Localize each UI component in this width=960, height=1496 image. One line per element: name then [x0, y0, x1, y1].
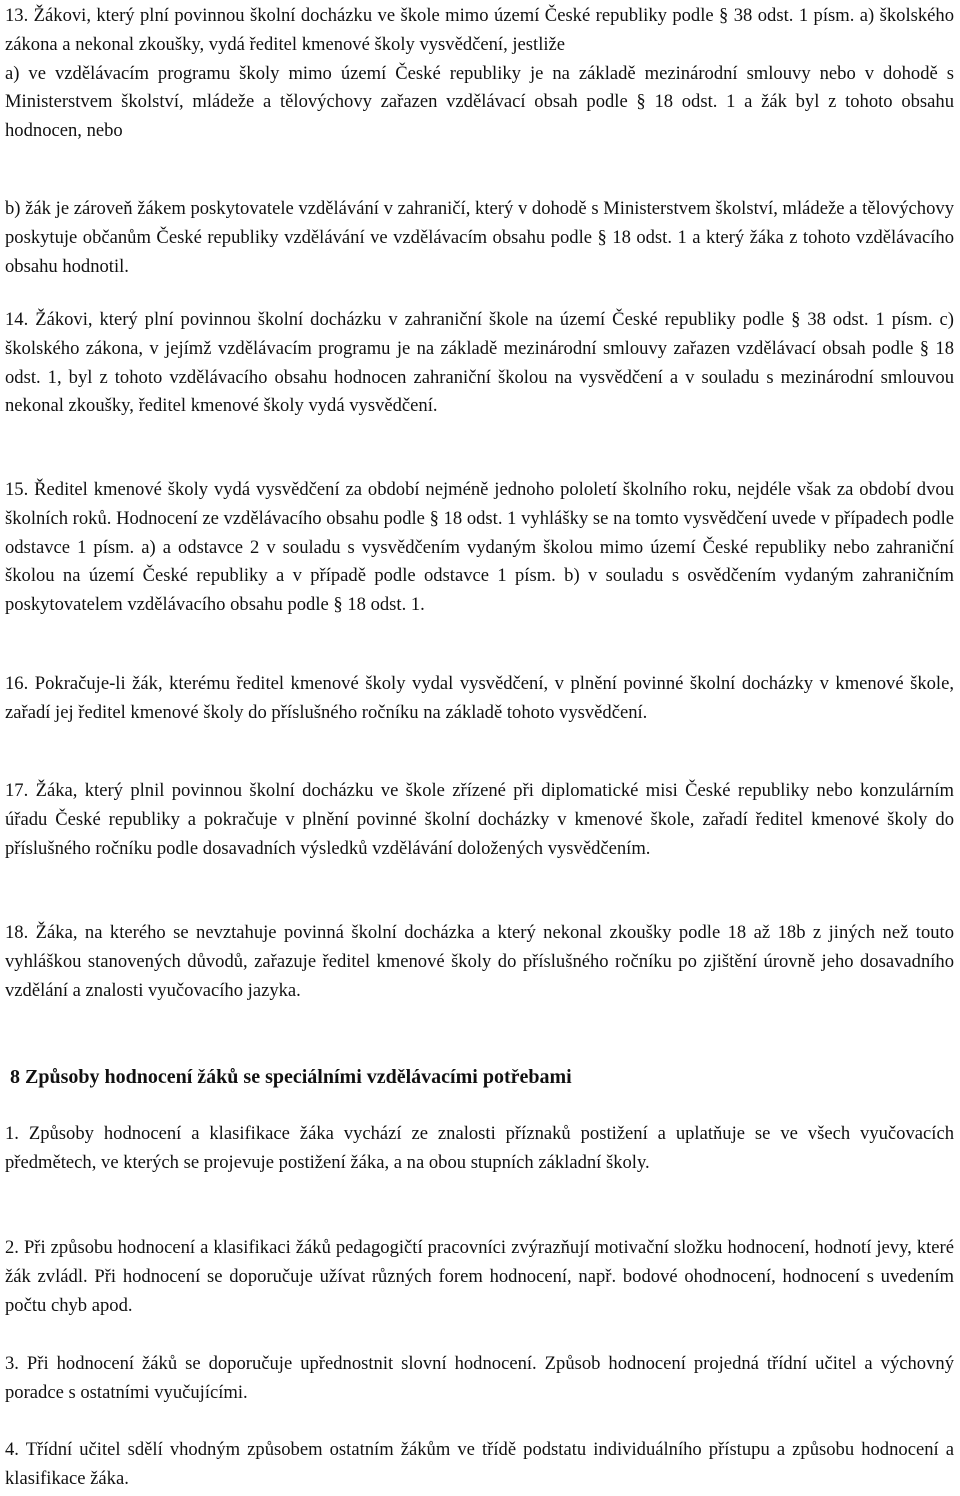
section-heading: 8 Způsoby hodnocení žáků se speciálními vzdělávacími potřebami [10, 1066, 572, 1088]
paragraph-14 [5, 306, 954, 421]
section-paragraph-4-text: 4. Třídní učitel sdělí vhodným způsobem ostatním žákům ve třídě podstatu individuálního přístupu a způsobu hodnocení a klasifikace žáka. [5, 1439, 954, 1489]
paragraph-16 [5, 670, 954, 728]
paragraph-15-text: 15. Ředitel kmenové školy vydá vysvědčení za období nejméně jednoho pololetí školního roku, nejdéle však za období dvou školních roků. Hodnocení ze vzdělávacího obsahu podle § 18 odst. 1 vyhlášky se na tomto vysvědčení uvede v případech podle odstavce 1 písm. a) a odstavce 2 v souladu s vysvědčením vydaným školou mimo území České republiky nebo zahraniční školou na území České republiky a v případě podle odstavce 1 písm. b) v souladu s osvědčením vydaným zahraničním poskytovatelem vzdělávacího obsahu podle § 18 odst. 1. [5, 479, 954, 616]
section-paragraph-3 [5, 1350, 954, 1408]
paragraph-14-text: 14. Žákovi, který plní povinnou školní docházku v zahraniční škole na území České republiky podle § 38 odst. 1 písm. c) školského zákona, v jejímž vzdělávacím programu je na základě mezinárodní smlouvy zařazen vzdělávací obsah podle § 18 odst. 1, byl z tohoto vzdělávacího obsahu hodnocen zahraniční školou na vysvědčení a v souladu s mezinárodní smlouvou nekonal zkoušky, ředitel kmenové školy vydá vysvědčení. [5, 309, 954, 417]
paragraph-13-item-a: a) ve vzdělávacím programu školy mimo území České republiky je na základě mezinárodní smlouvy nebo v dohodě s Ministerstvem školství, mládeže a tělovýchovy zařazen vzdělávací obsah podle § 18 odst. 1 a žák byl z tohoto obsahu hodnocen, nebo [5, 62, 954, 142]
paragraph-16-text: 16. Pokračuje-li žák, kterému ředitel kmenové školy vydal vysvědčení, v plnění povinné školní docházky v kmenové škole, zařadí jej ředitel kmenové školy do příslušného ročníku na základě tohoto vysvědčení. [5, 673, 954, 723]
section-paragraph-1-text: 1. Způsoby hodnocení a klasifikace žáka vychází ze znalosti příznaků postižení a uplatňuje se ve všech vyučovacích předmětech, ve kterých se projevuje postižení žáka, a na obou stupních základní školy. [5, 1123, 954, 1173]
section-paragraph-2-text: 2. Při způsobu hodnocení a klasifikaci žáků pedagogičtí pracovníci zvýrazňují motivační složku hodnocení, hodnotí jevy, které žák zvládl. Při hodnocení se doporučuje užívat různých forem hodnocení, např. bodové ohodnocení, hodnocení s uvedením počtu chyb apod. [5, 1237, 954, 1316]
paragraph-13-item-b-text: b) žák je zároveň žákem poskytovatele vzdělávání v zahraničí, který v dohodě s Ministerstvem školství, mládeže a tělovýchovy poskytuje občanům České republiky vzdělávání ve vzdělávacím obsahu podle § 18 odst. 1 a který žáka z tohoto vzdělávacího obsahu hodnotil. [5, 198, 954, 277]
section-paragraph-2 [5, 1234, 954, 1320]
paragraph-18-text: 18. Žáka, na kterého se nevztahuje povinná školní docházka a který nekonal zkoušky podle 18 až 18b z jiných než touto vyhláškou stanovených důvodů, zařazuje ředitel kmenové školy do příslušného ročníku po zjištění úrovně jeho dosavadního vzdělání a znalosti vyučovacího jazyka. [5, 922, 954, 1001]
section-paragraph-4 [5, 1436, 954, 1494]
section-paragraph-1 [5, 1120, 954, 1178]
section-paragraph-3-text: 3. Při hodnocení žáků se doporučuje upřednostnit slovní hodnocení. Způsob hodnocení projedná třídní učitel a výchovný poradce s ostatními vyučujícími. [5, 1353, 954, 1403]
paragraph-17 [5, 777, 954, 863]
paragraph-17-text: 17. Žáka, který plnil povinnou školní docházku ve škole zřízené při diplomatické misi České republiky nebo konzulárním úřadu České republiky a pokračuje v plnění povinné školní docházky v kmenové škole, zařadí ředitel kmenové školy do příslušného ročníku podle dosavadních výsledků vzdělávání doložených vysvědčením. [5, 780, 954, 859]
paragraph-15 [5, 476, 954, 620]
paragraph-18 [5, 919, 954, 1005]
paragraph-13-text: 13. Žákovi, který plní povinnou školní docházku ve škole mimo území České republiky podle § 38 odst. 1 písm. a) školského zákona a nekonal zkoušky, vydá ředitel kmenové školy vysvědčení, jestliže [5, 5, 954, 55]
paragraph-13 [5, 2, 954, 146]
paragraph-13-item-b [5, 195, 954, 281]
